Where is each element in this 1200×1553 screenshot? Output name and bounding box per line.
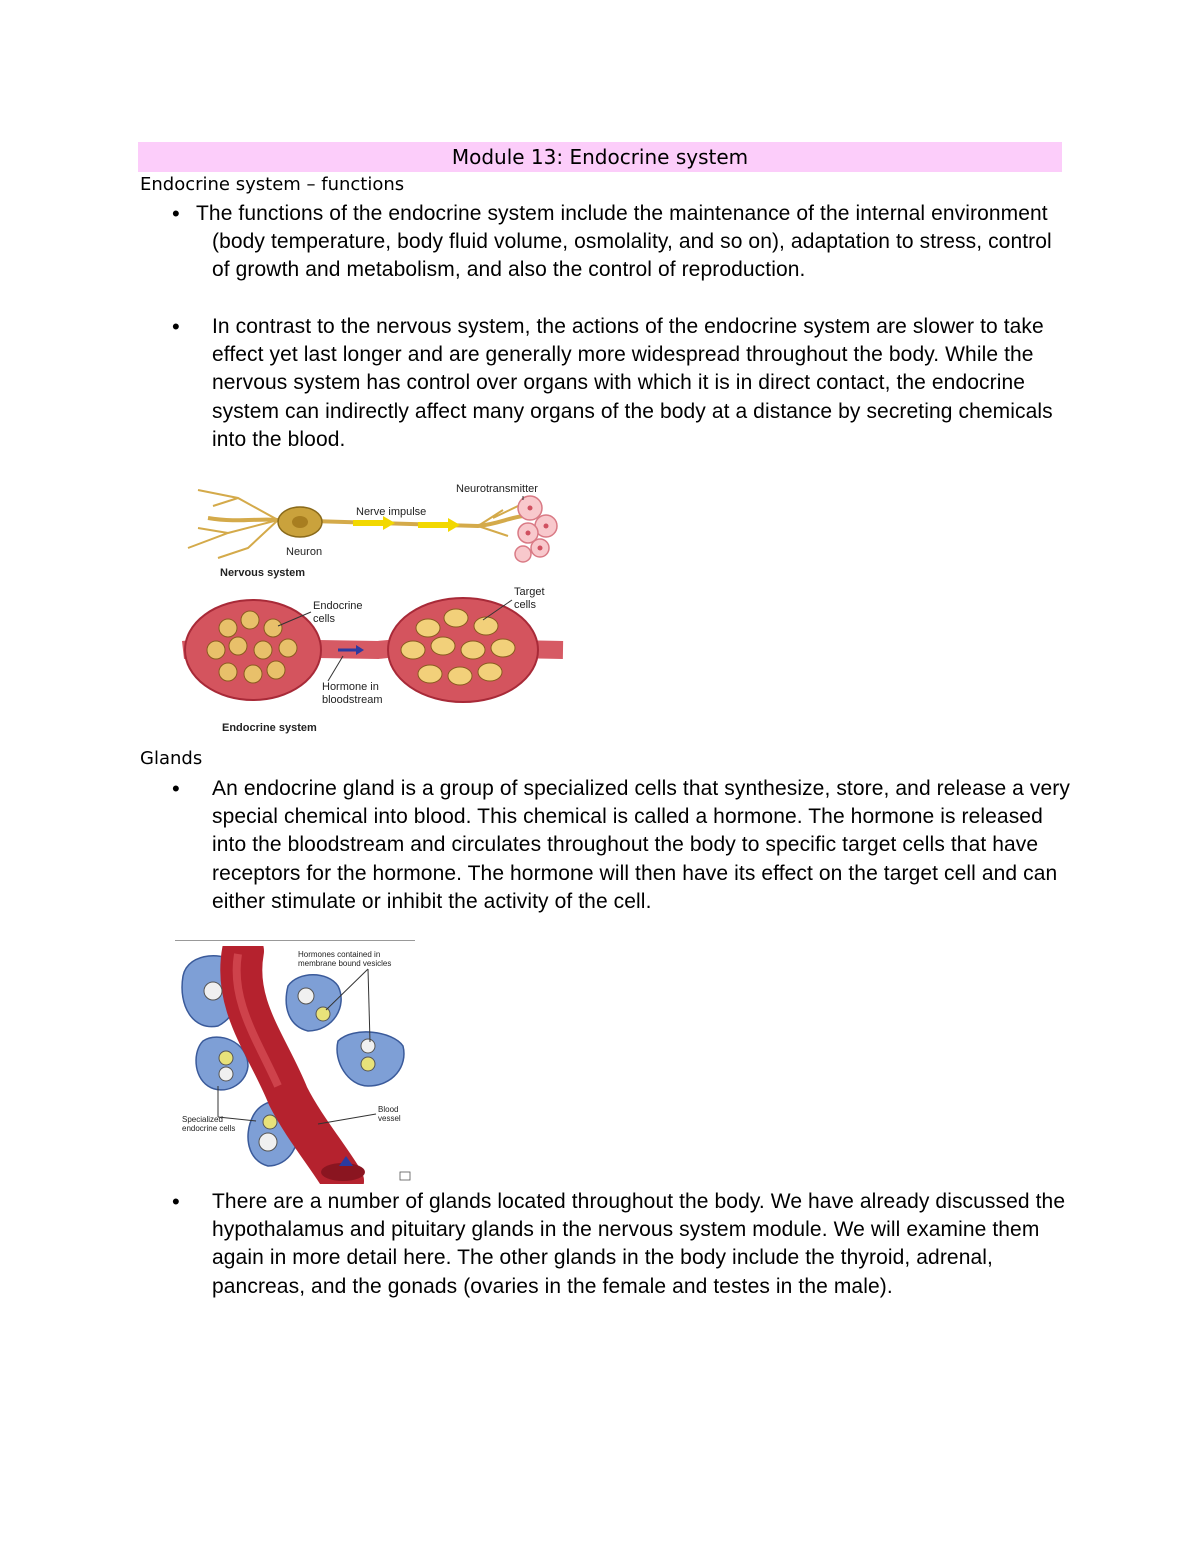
blood-vessel-label-1: Blood <box>378 1105 399 1114</box>
hormones-label-2: membrane bound vesicles <box>298 959 392 968</box>
bullet-text: There are a number of glands located throughout the body. We have already discussed the hypothalamus and pituitary glands in the nervous system module. We will examine them again in more detail here. The other glands in the body include the thyroid, adrenal, pancreas, and the gonads (ovaries in the female and testes in the male). <box>212 1190 1066 1298</box>
endocrine-cells-label-1: Endocrine <box>313 600 363 612</box>
bullet-icon: • <box>172 776 180 801</box>
section-heading-glands: Glands <box>140 748 203 769</box>
page-title: Module 13: Endocrine system <box>138 142 1062 172</box>
nervous-endocrine-diagram <box>178 478 568 740</box>
bullet-text: The functions of the endocrine system include the maintenance of the internal environment (body temperature, body fluid volume, osmolality, and so on), adaptation to stress, control of growth and metabolism, and also the control of reproduction. <box>196 202 1052 282</box>
bullet-text: An endocrine gland is a group of specialized cells that synthesize, store, and release a very special chemical into blood. This chemical is called a hormone. The hormone is released into the bloodstream and circulates throughout the body to specific target cells that have receptors for the hormone. The hormone will then have its effect on the target cell and can either stimulate or inhibit the activity of the cell. <box>212 777 1070 913</box>
neurotransmitter-label: Neurotransmitter <box>456 483 538 495</box>
nervous-system-label: Nervous system <box>220 567 305 579</box>
bullet-icon: • <box>172 1189 180 1214</box>
nerve-impulse-label: Nerve impulse <box>356 506 427 518</box>
bullet-text: In contrast to the nervous system, the actions of the endocrine system are slower to take effect yet last longer and are generally more widespread throughout the body. While the nervous system has control over organs with which it is in direct contact, the endocrine system can indirectly affect many organs of the body at a distance by secreting chemicals into the blood. <box>212 315 1053 451</box>
specialized-label-2: endocrine cells <box>182 1124 236 1133</box>
neuron-label: Neuron <box>286 546 323 558</box>
blood-vessel-label-2: vessel <box>378 1114 401 1123</box>
bullet-icon: • <box>172 201 180 226</box>
list-item <box>172 775 1072 916</box>
hormone-label-2: bloodstream <box>322 694 383 706</box>
endocrine-system-label: Endocrine system <box>222 722 317 734</box>
endocrine-cells-diagram <box>178 946 416 1184</box>
bullet-icon: • <box>172 314 180 339</box>
hormone-label-1: Hormone in <box>322 681 379 693</box>
list-item <box>172 1188 1072 1301</box>
endocrine-cells-label-2: cells <box>313 613 336 625</box>
specialized-label-1: Specialized <box>182 1115 223 1124</box>
list-item <box>172 313 1072 454</box>
section-heading-functions: Endocrine system – functions <box>140 174 405 195</box>
divider <box>175 940 415 941</box>
target-cells-label-1: Target <box>514 586 545 598</box>
list-item <box>172 200 1072 285</box>
hormones-label-1: Hormones contained in <box>298 950 381 959</box>
target-cells-nervous <box>515 496 557 562</box>
target-cells-label-2: cells <box>514 599 537 611</box>
